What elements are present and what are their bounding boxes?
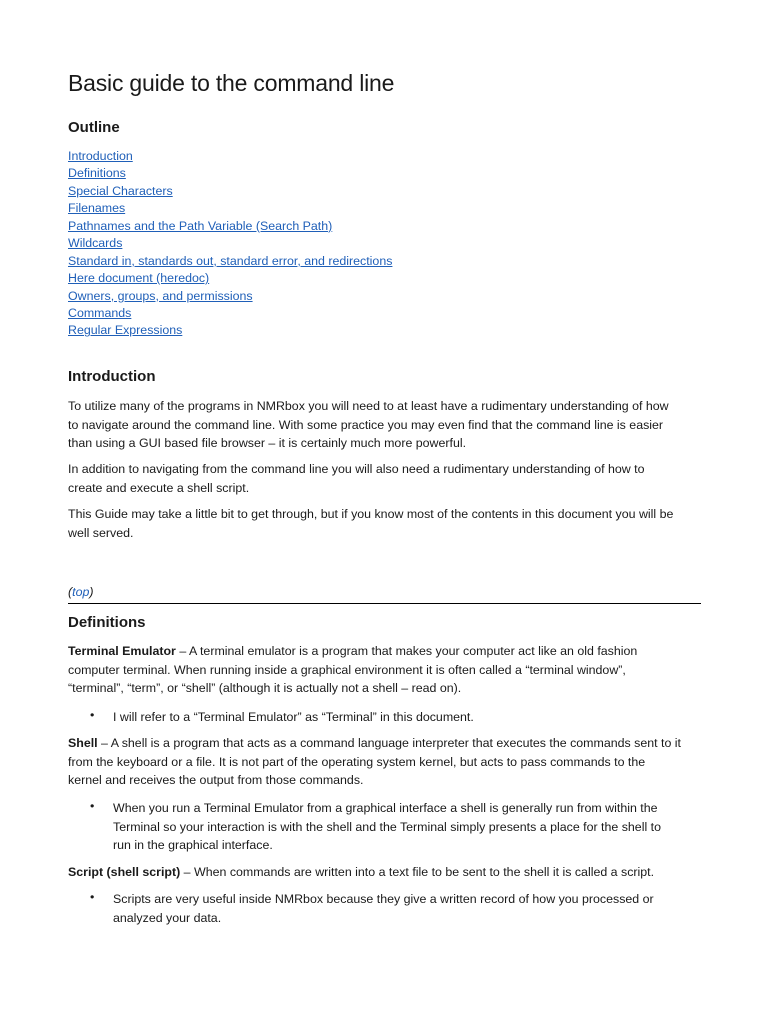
definition-text: – When commands are written into a text file to be sent to the shell it is called a script. (180, 865, 655, 879)
terminal-emulator-definition (68, 642, 708, 698)
term-shell: Shell (68, 736, 98, 750)
section-divider (68, 603, 701, 604)
paragraph-line: than using a GUI based file browser – it is certainly much more powerful. (68, 436, 467, 450)
outline-link-list (68, 148, 392, 340)
paragraph-line: This Guide may take a little bit to get through, but if you know most of the contents in this document you will be (68, 507, 674, 521)
back-to-top (68, 583, 94, 601)
paren-open: ( (68, 585, 73, 599)
shell-definition (68, 734, 708, 790)
introduction-paragraph-1 (68, 397, 708, 453)
bullet-marker: • (90, 890, 95, 904)
outline-link-definitions[interactable]: Definitions (68, 166, 126, 181)
bullet-marker: • (90, 708, 95, 722)
outline-heading: Outline (68, 119, 120, 136)
page-title: Basic guide to the command line (68, 70, 395, 96)
outline-link-filenames[interactable]: Filenames (68, 201, 126, 216)
outline-link-pathnames[interactable]: Pathnames and the Path Variable (Search Path) (68, 218, 333, 233)
bullet-line: run in the graphical interface. (113, 838, 273, 852)
script-definition (68, 863, 708, 882)
paragraph-line: To utilize many of the programs in NMRbox you will need to at least have a rudimentary understanding of how (68, 399, 669, 413)
paragraph-line (68, 734, 708, 753)
script-bullet-text (113, 890, 654, 927)
shell-bullet-text (113, 799, 661, 855)
bullet-line: When you run a Terminal Emulator from a graphical interface a shell is generally run from within the (113, 801, 658, 815)
terminal-bullet-text (113, 708, 474, 727)
paragraph-line: kernel and receives the output from those commands. (68, 773, 364, 787)
top-link[interactable]: top (72, 585, 90, 599)
paragraph-line (68, 642, 708, 661)
introduction-heading: Introduction (68, 368, 156, 385)
bullet-line: analyzed your data. (113, 910, 222, 925)
paren-close: ) (89, 585, 94, 599)
paragraph-line: create and execute a shell script. (68, 480, 250, 495)
paragraph-line (68, 863, 708, 882)
paragraph-line: computer terminal. When running inside a graphical environment it is often called a “terminal window”, (68, 662, 626, 677)
bullet-line: Terminal so your interaction is with the shell and the Terminal simply presents a place for the shell to (113, 819, 661, 834)
outline-link-standard-io[interactable]: Standard in, standards out, standard error, and redirections (68, 253, 393, 268)
bullet-marker: • (90, 799, 95, 813)
outline-link-introduction[interactable]: Introduction (68, 149, 133, 163)
outline-link-heredoc[interactable]: Here document (heredoc) (68, 271, 210, 286)
definitions-heading: Definitions (68, 614, 146, 631)
paragraph-line: In addition to navigating from the command line you will also need a rudimentary understanding of how to (68, 462, 645, 476)
outline-link-regular-expressions[interactable]: Regular Expressions (68, 323, 183, 338)
outline-link-commands[interactable]: Commands (68, 305, 132, 320)
outline-link-permissions[interactable]: Owners, groups, and permissions (68, 288, 253, 303)
bullet-line: Scripts are very useful inside NMRbox because they give a written record of how you processed or (113, 892, 654, 906)
outline-link-wildcards[interactable]: Wildcards (68, 236, 123, 251)
paragraph-line: to navigate around the command line. With some practice you may even find that the command line is easier (68, 417, 664, 432)
paragraph-line: from the keyboard or a file. It is not part of the operating system kernel, but acts to pass commands to the (68, 754, 646, 769)
bullet-line: I will refer to a “Terminal Emulator” as “Terminal” in this document. (113, 710, 474, 724)
outline-link-special-characters[interactable]: Special Characters (68, 183, 173, 198)
introduction-paragraph-2 (68, 460, 708, 497)
term-terminal-emulator: Terminal Emulator (68, 644, 176, 658)
definition-text: – A terminal emulator is a program that makes your computer act like an old fashion (175, 644, 638, 658)
introduction-paragraph-3 (68, 505, 708, 542)
paragraph-line: well served. (68, 525, 134, 540)
term-script: Script (shell script) (68, 865, 181, 879)
definition-text: – A shell is a program that acts as a command language interpreter that executes the commands sent to it (97, 736, 681, 750)
paragraph-line: “terminal”, “term”, or “shell” (although it is actually not a shell – read on). (68, 681, 462, 695)
